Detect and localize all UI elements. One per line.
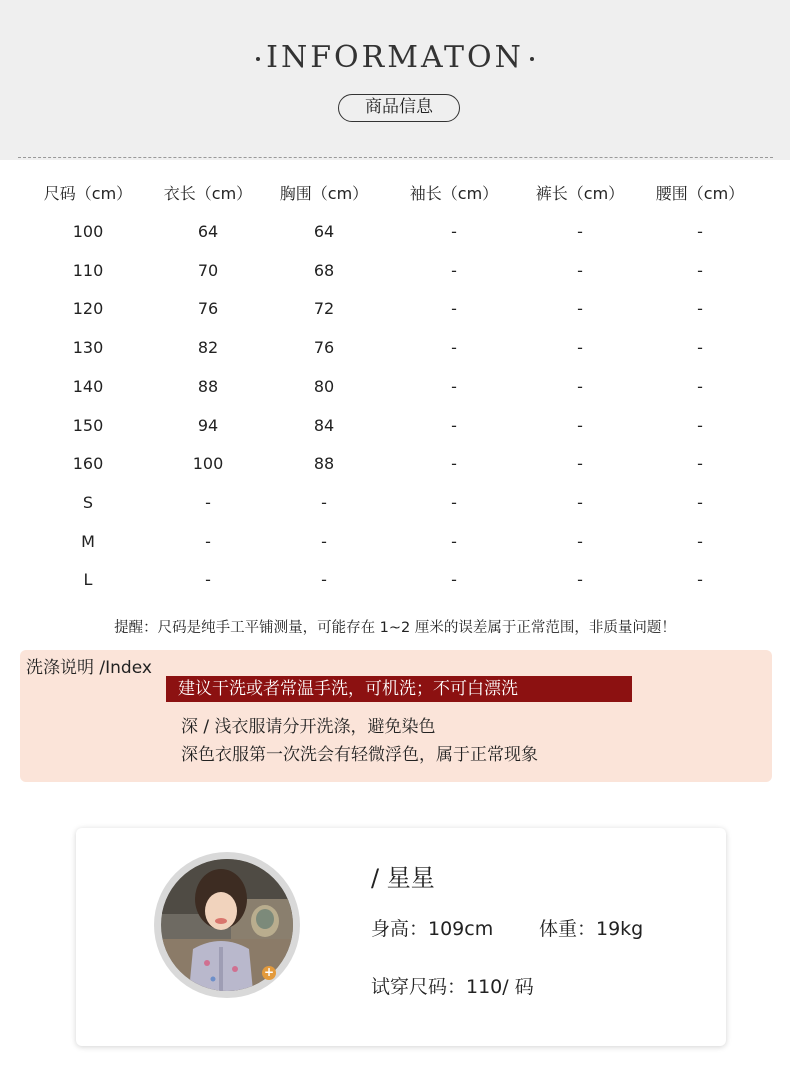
wash-line-2: 深色衣服第一次洗会有轻微浮色，属于正常现象 bbox=[181, 745, 538, 765]
cell-size: M bbox=[81, 531, 95, 551]
cell-sleeve: - bbox=[451, 415, 457, 435]
cell-size: 120 bbox=[72, 299, 104, 319]
cell-sleeve: - bbox=[451, 376, 457, 396]
cell-size: 140 bbox=[72, 376, 104, 396]
cell-waist: - bbox=[697, 260, 703, 280]
cell-sleeve: - bbox=[451, 222, 457, 241]
header-divider bbox=[18, 157, 773, 158]
table-row bbox=[28, 297, 768, 321]
cell-chest: - bbox=[321, 531, 327, 551]
table-row bbox=[28, 452, 768, 476]
size-table-header bbox=[28, 182, 768, 206]
cell-chest: - bbox=[321, 492, 327, 512]
cell-size: S bbox=[82, 492, 94, 512]
model-try-size: 试穿尺码：110/ 码 bbox=[371, 976, 534, 998]
cell-pants: - bbox=[577, 222, 583, 241]
cell-length: - bbox=[205, 570, 211, 590]
cell-waist: - bbox=[697, 376, 703, 396]
cell-length: 70 bbox=[197, 260, 219, 280]
table-row bbox=[28, 530, 768, 554]
table-row bbox=[28, 336, 768, 360]
cell-size: 160 bbox=[72, 454, 104, 474]
cell-chest: 84 bbox=[313, 415, 335, 435]
cell-chest: 64 bbox=[313, 222, 335, 241]
table-row bbox=[28, 414, 768, 438]
cell-chest: 68 bbox=[313, 260, 335, 280]
cell-waist: - bbox=[697, 570, 703, 590]
cell-length: 64 bbox=[197, 222, 219, 241]
title-dot-left bbox=[256, 57, 260, 61]
cell-size: L bbox=[83, 570, 93, 590]
measurement-tip: 提醒：尺码是纯手工平铺测量，可能存在 1~2 厘米的误差属于正常范围，非质量问题！ bbox=[114, 620, 676, 636]
cell-waist: - bbox=[697, 299, 703, 319]
cell-length: - bbox=[205, 492, 211, 512]
cell-waist: - bbox=[697, 415, 703, 435]
cell-sleeve: - bbox=[451, 454, 457, 474]
cell-pants: - bbox=[577, 299, 583, 319]
cell-pants: - bbox=[577, 338, 583, 358]
col-header-waist: 腰围（cm） bbox=[655, 184, 745, 203]
cell-waist: - bbox=[697, 492, 703, 512]
cell-chest: 76 bbox=[313, 338, 335, 358]
info-header bbox=[0, 0, 790, 160]
cell-length: 82 bbox=[197, 338, 219, 358]
table-row bbox=[28, 220, 768, 244]
cell-chest: 72 bbox=[313, 299, 335, 319]
model-height: 身高：109cm bbox=[371, 918, 494, 940]
cell-size: 150 bbox=[72, 415, 104, 435]
wash-panel bbox=[20, 650, 772, 782]
cell-pants: - bbox=[577, 376, 583, 396]
header-title bbox=[0, 40, 790, 75]
cell-waist: - bbox=[697, 531, 703, 551]
table-row bbox=[28, 259, 768, 283]
plus-icon: + bbox=[263, 965, 275, 979]
cell-pants: - bbox=[577, 415, 583, 435]
model-weight: 体重：19kg bbox=[539, 918, 644, 940]
cell-pants: - bbox=[577, 492, 583, 512]
cell-sleeve: - bbox=[451, 338, 457, 358]
wash-highlight: 建议干洗或者常温手洗，可机洗；不可白漂洗 bbox=[166, 676, 632, 702]
cell-pants: - bbox=[577, 454, 583, 474]
cell-size: 110 bbox=[72, 260, 104, 280]
col-header-pants: 裤长（cm） bbox=[535, 184, 625, 203]
cell-sleeve: - bbox=[451, 299, 457, 319]
cell-chest: - bbox=[321, 570, 327, 590]
col-header-chest: 胸围（cm） bbox=[279, 184, 369, 203]
col-header-length: 衣长（cm） bbox=[163, 184, 253, 203]
cell-length: 76 bbox=[197, 299, 219, 319]
cell-pants: - bbox=[577, 531, 583, 551]
header-title-text: INFORMATON bbox=[266, 40, 524, 75]
col-header-sleeve: 袖长（cm） bbox=[409, 184, 499, 203]
cell-sleeve: - bbox=[451, 531, 457, 551]
cell-chest: 88 bbox=[313, 454, 335, 474]
cell-sleeve: - bbox=[451, 570, 457, 590]
cell-pants: - bbox=[577, 260, 583, 280]
table-row bbox=[28, 568, 768, 592]
table-row bbox=[28, 491, 768, 515]
wash-line-1: 深 / 浅衣服请分开洗涤，避免染色 bbox=[181, 717, 436, 737]
model-name: / 星星 bbox=[371, 864, 435, 892]
cell-length: - bbox=[205, 531, 211, 551]
title-dot-right bbox=[530, 57, 534, 61]
cell-waist: - bbox=[697, 338, 703, 358]
header-subtitle: 商品信息 bbox=[338, 94, 460, 122]
wash-title: 洗涤说明 /Index bbox=[26, 658, 152, 678]
cell-length: 88 bbox=[197, 376, 219, 396]
cell-sleeve: - bbox=[451, 492, 457, 512]
model-card bbox=[76, 828, 726, 1046]
avatar-ring bbox=[154, 852, 300, 998]
cell-size: 100 bbox=[72, 222, 104, 241]
cell-waist: - bbox=[697, 222, 703, 241]
cell-length: 94 bbox=[197, 415, 219, 435]
cell-length: 100 bbox=[192, 454, 224, 474]
col-header-size: 尺码（cm） bbox=[43, 184, 133, 203]
cell-sleeve: - bbox=[451, 260, 457, 280]
cell-chest: 80 bbox=[313, 376, 335, 396]
table-row bbox=[28, 375, 768, 399]
cell-waist: - bbox=[697, 454, 703, 474]
cell-size: 130 bbox=[72, 338, 104, 358]
cell-pants: - bbox=[577, 570, 583, 590]
